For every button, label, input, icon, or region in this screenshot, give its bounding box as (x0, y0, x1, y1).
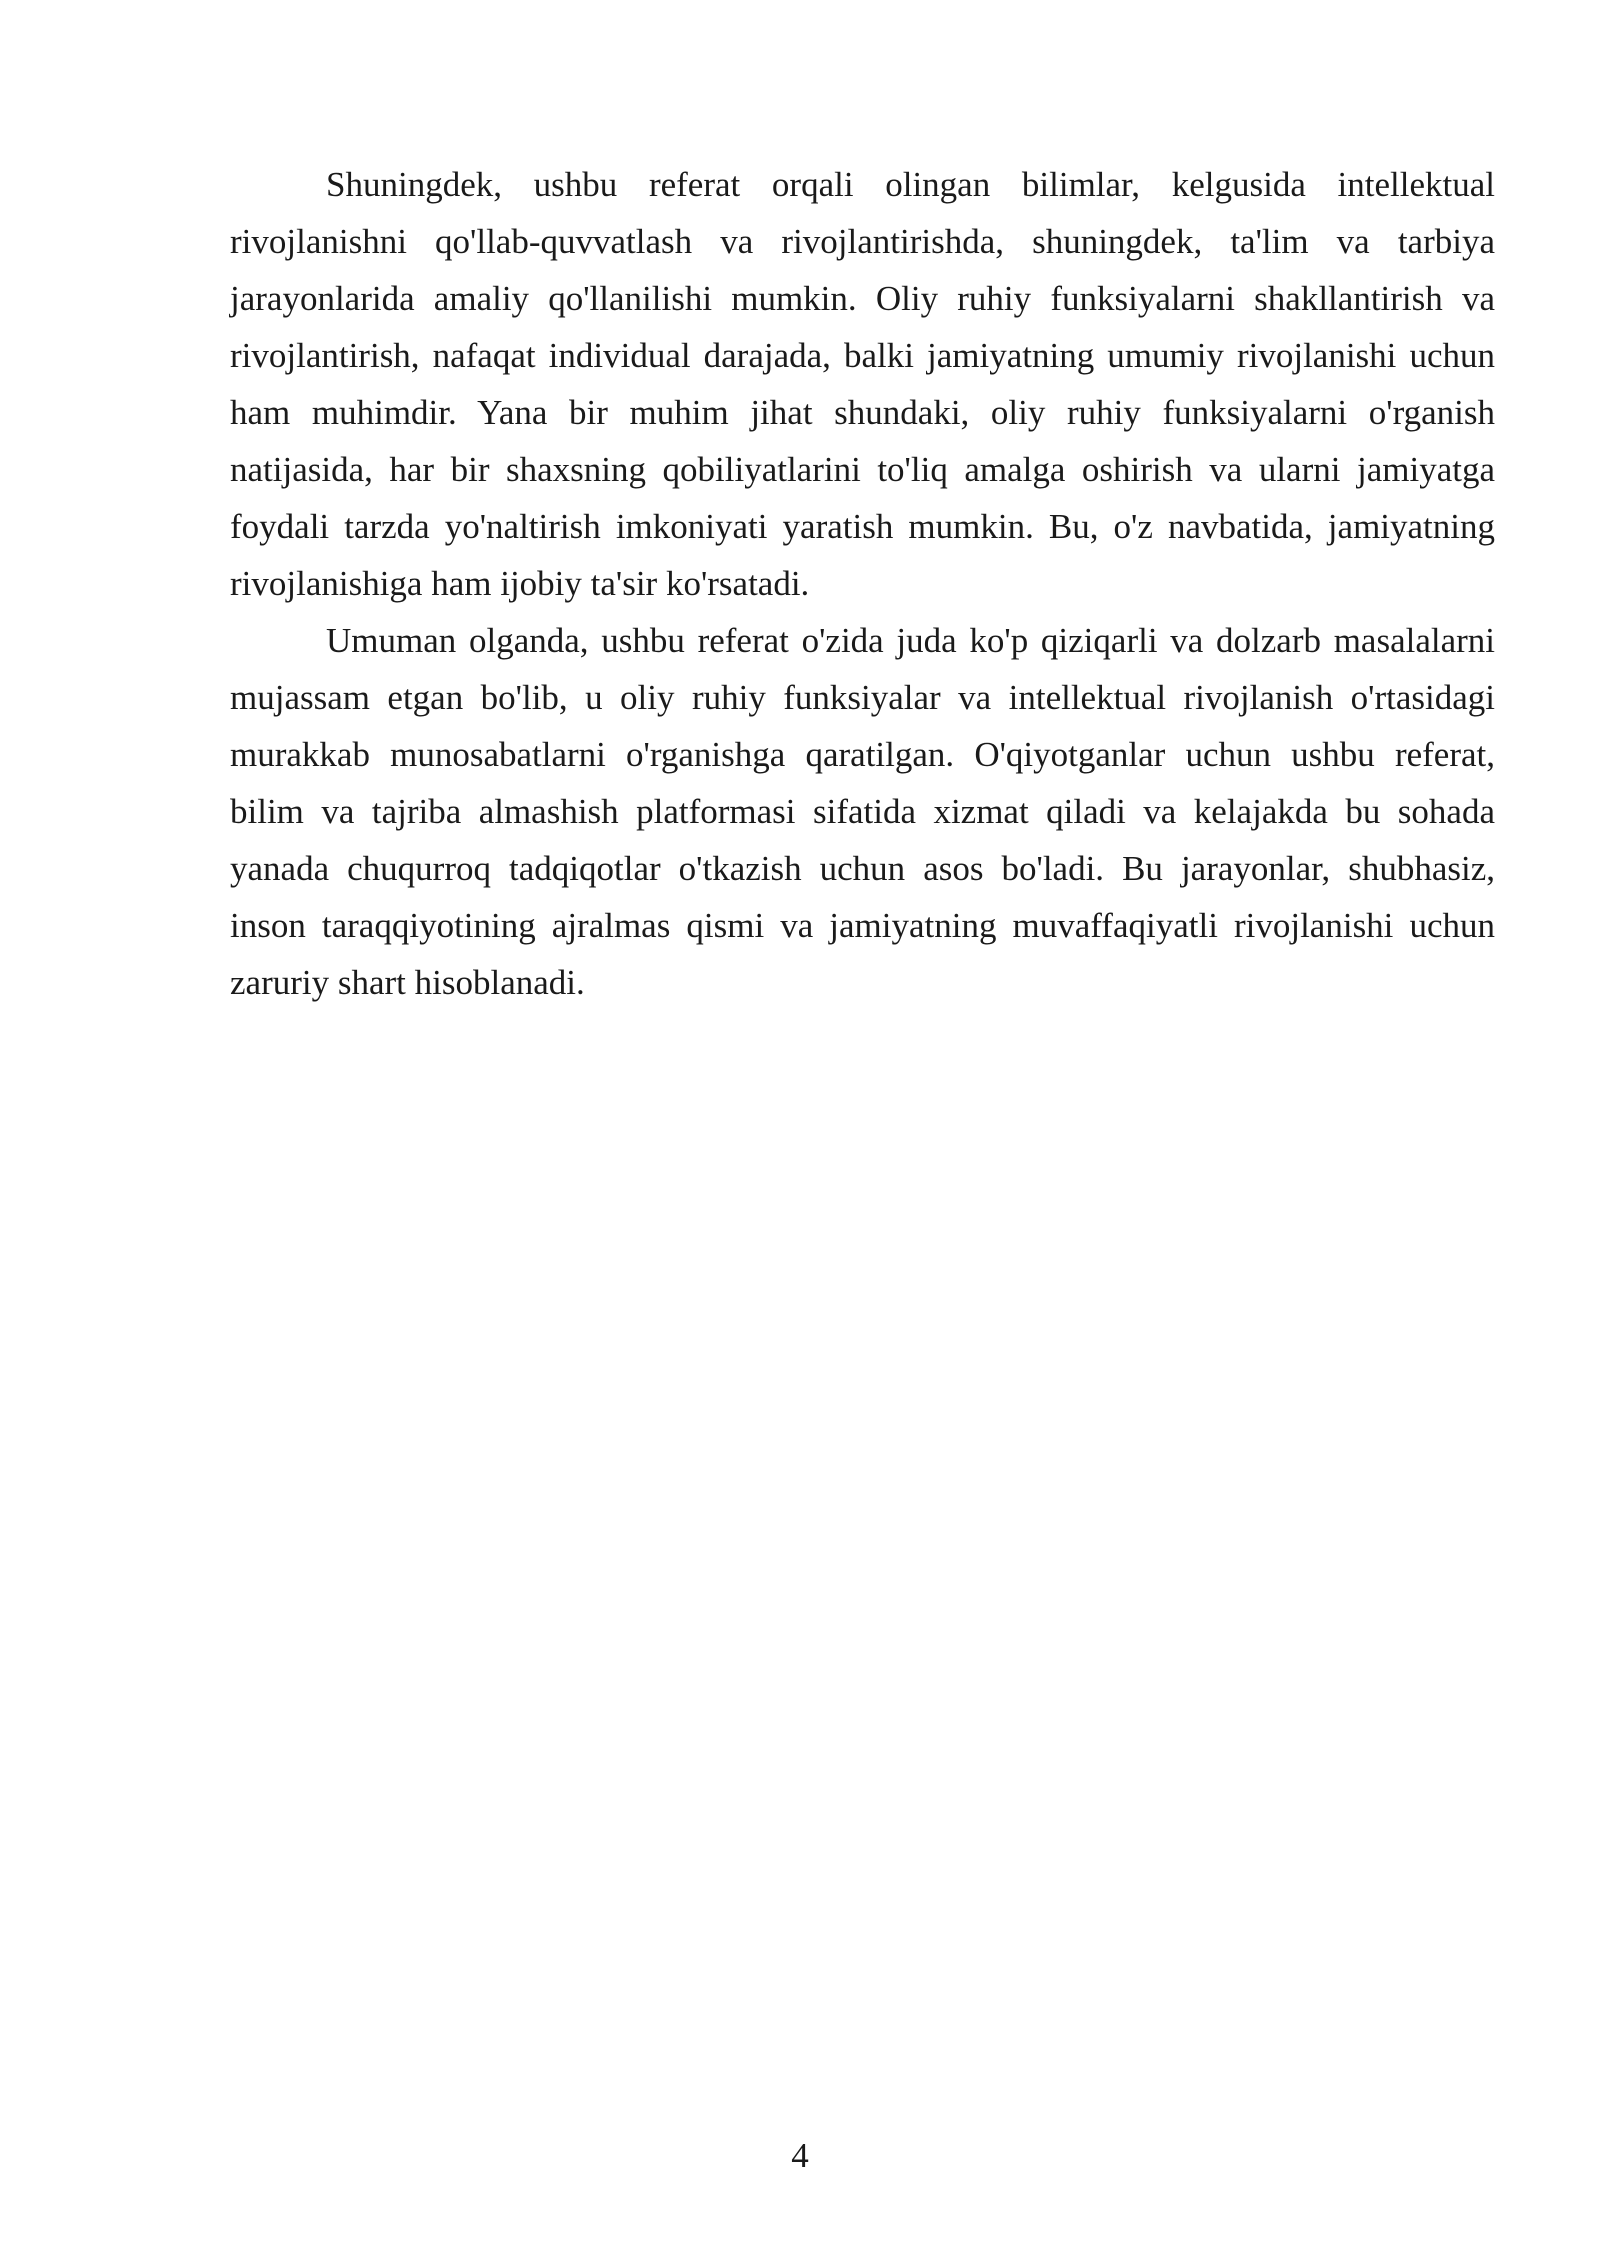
paragraph-1: Shuningdek, ushbu referat orqali olingan bilimlar, kelgusida intellektual rivojlanishni qo'llab-quvvatlash va rivojlantirishda, shuningdek, ta'lim va tarbiya jarayonlarida amaliy qo'llanilishi mumkin. Oliy ruhiy funksiyalarni shakllantirish va rivojlantirish, nafaqat individual darajada, balki jamiyatning umumiy rivojlanishi uchun ham muhimdir. Yana bir muhim jihat shundaki, oliy ruhiy funksiyalarni o'rganish natijasida, har bir shaxsning qobiliyatlarini to'liq amalga oshirish va ularni jamiyatga foydali tarzda yo'naltirish imkoniyati yaratish mumkin. Bu, o'z navbatida, jamiyatning rivojlanishiga ham ijobiy ta'sir ko'rsatadi. (230, 165, 1495, 603)
paragraph-2: Umuman olganda, ushbu referat o'zida juda ko'p qiziqarli va dolzarb masalalarni mujassam etgan bo'lib, u oliy ruhiy funksiyalar va intellektual rivojlanish o'rtasidagi murakkab munosabatlarni o'rganishga qaratilgan. O'qiyotganlar uchun ushbu referat, bilim va tajriba almashish platformasi sifatida xizmat qiladi va kelajakda bu sohada yanada chuqurroq tadqiqotlar o'tkazish uchun asos bo'ladi. Bu jarayonlar, shubhasiz, inson taraqqiyotining ajralmas qismi va jamiyatning muvaffaqiyatli rivojlanishi uchun zaruriy shart hisoblanadi. (230, 621, 1495, 1002)
page-body (230, 156, 1495, 1011)
page-number: 4 (791, 2136, 809, 2175)
